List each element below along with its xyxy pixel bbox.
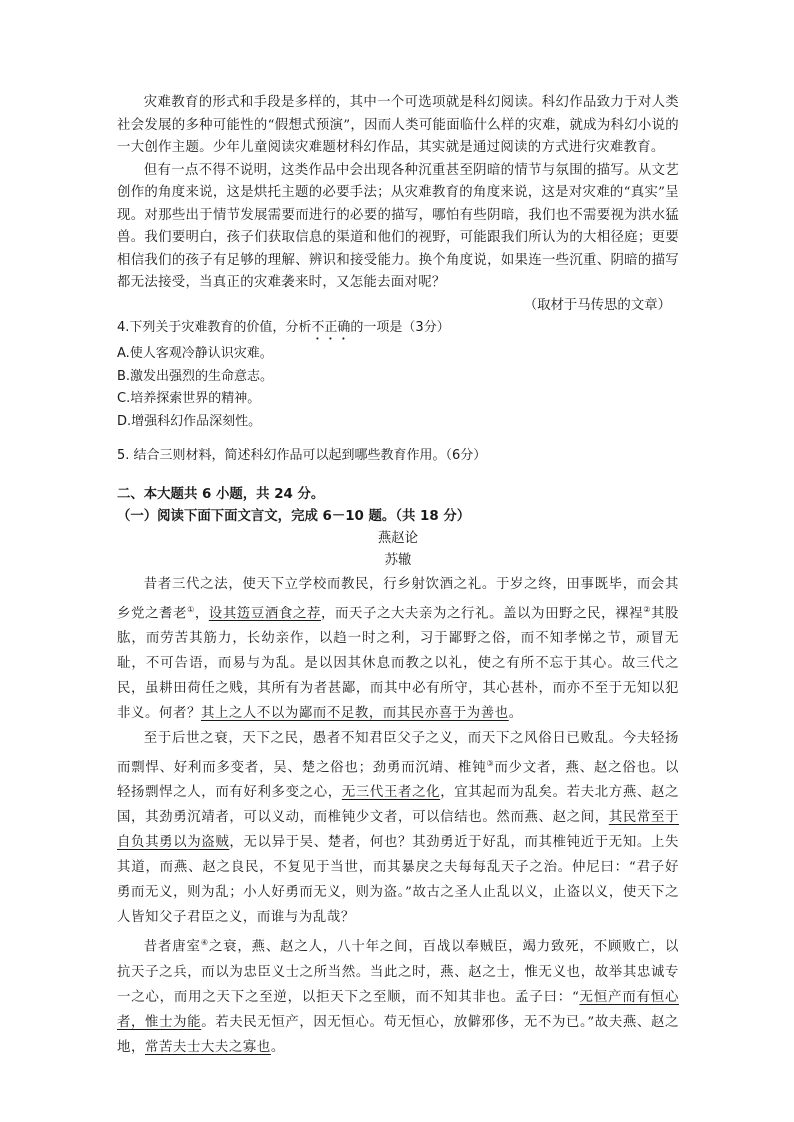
material-paragraph-1: 灾难教育的形式和手段是多样的，其中一个可选项就是科幻阅读。科幻作品致力于对人类社会发展的多种可能性的“假想式预演”，因而人类可能面临什么样的灾难，就成为科幻小说的一大创作主题。少年儿童阅读灾难题材科幻作品，其实就是通过阅读的方式进行灾难教育。 bbox=[117, 95, 679, 155]
underlined-sentence-1: 设其笾豆酒食之荐 bbox=[208, 605, 321, 621]
section-2-subtitle: （一）阅读下面下面文言文，完成 6－10 题。（共 18 分） bbox=[117, 508, 471, 524]
p2-text-a: 至于后世之衰，天下之民，愚者不知君臣父子之义，而天下之风俗日已败乱。今夫轻扬而剽悍、好利而多变者，吴、楚之俗也；劲勇而沉靖、椎钝 bbox=[117, 730, 679, 776]
p1-text-a: 昔者三代之法，使天下立学校而教民，行乡射饮酒之礼。于岁之终，田事既毕，而会其乡党之耆老 bbox=[117, 576, 679, 621]
p2-text-c: ，宜其起而为乱矣。若夫北方燕、赵之国，其劲勇沉靖者，可以义动，而椎钝少文者，可以信结也。然而燕、赵之间， bbox=[117, 785, 679, 826]
footnote-4: ④ bbox=[200, 938, 209, 948]
p3-text-b: 之衰，燕、赵之人，八十年之间，百战以奉贼臣，竭力致死，不顾败亡，以抗天子之兵，而以为忠臣义士之所当然。当此之时，燕、赵之士，惟无义也，故举其忠诚专一之心，而用之天下之至逆，以拒天下之至顺，而不知其非也。孟子曰：“ bbox=[117, 939, 679, 1005]
p3-text-c: 。若夫民无恒产，因无恒心。苟无恒心，放僻邪侈，无不为已。”故夫燕、赵之地， bbox=[117, 1014, 679, 1055]
essay-title: 燕赵论 bbox=[377, 530, 419, 546]
p1-text-b: ，而天子之大夫亲为之行礼。盖以为田野之民，裸裎 bbox=[320, 605, 644, 621]
q4-option-c: C.培养探索世界的精神。 bbox=[117, 391, 261, 406]
classical-paragraph-1 bbox=[117, 572, 679, 726]
material-paragraph-2: 但有一点不得不说明，这类作品中会出现各种沉重甚至阴暗的情节与氛围的描写。从文艺创作的角度来说，这是烘托主题的必要手法；从灾难教育的角度来说，这是对灾难的“真实”呈现。对那些出于情节发展需要而进行的必要的描写，哪怕有些阴暗，我们也不需要视为洪水猛兽。我们要明白，孩子们获取信息的渠道和他们的视野，可能跟我们所认为的大相径庭；更要相信我们的孩子有足够的理解、辨识和接受能力。换个角度说，如果连一些沉重、阴暗的描写都无法接受，当真正的灾难袭来时，又怎能去面对呢？ bbox=[117, 162, 679, 290]
question-4-stem bbox=[117, 317, 679, 343]
classical-paragraph-2 bbox=[117, 726, 679, 930]
footnote-1: ① bbox=[187, 604, 195, 614]
essay-author: 苏辙 bbox=[384, 552, 412, 568]
material-source: （取材于马传思的文章） bbox=[523, 297, 671, 313]
q4-option-b: B.激发出强烈的生命意志。 bbox=[117, 368, 274, 384]
footnote-2: ② bbox=[643, 604, 651, 614]
section-2-title: 二、本大题共 6 小题，共 24 分。 bbox=[117, 486, 325, 502]
q4-stem-a: 4.下列关于灾难教育的价值，分析 bbox=[117, 320, 312, 335]
question-5: 5. 结合三则材料，简述科幻作品可以起到哪些教育作用。（6分） bbox=[117, 448, 487, 463]
p3-text-a: 昔者唐室 bbox=[143, 939, 201, 955]
q4-option-a: A.使人客观冷静认识灾难。 bbox=[117, 346, 273, 361]
p1-end: 。 bbox=[508, 705, 523, 721]
q4-stem-emphasis: 不正确 bbox=[311, 320, 351, 335]
p2-text-d: ，无以异于吴、楚者，何也？其劲勇近于好乱，而其椎钝近于无知。上失其道，而燕、赵之良民，不复见于当世，而其暴戾之夫每每乱天子之治。仲尼曰：“君子好勇而无义，则为乱；小人好勇而无义，则为盗。”故古之圣人止乱以义，止盗以义，使天下之人皆知父子君臣之义，而谁与为乱哉？ bbox=[117, 835, 679, 926]
classical-paragraph-3 bbox=[117, 930, 679, 1059]
underlined-sentence-5: 无恒产而有恒心者，惟士为能 bbox=[117, 989, 679, 1030]
p1-sep: ， bbox=[194, 605, 209, 621]
underlined-sentence-4: 其民常至于自负其勇以为盗贼 bbox=[117, 810, 680, 851]
q4-stem-b: 的一项是（3分） bbox=[350, 320, 450, 335]
underlined-sentence-6: 常苦夫士大夫之寡也 bbox=[144, 1039, 271, 1055]
underlined-sentence-2: 其上之人不以为鄙而不足教，而其民亦喜于为善也 bbox=[200, 705, 509, 721]
p3-end: 。 bbox=[270, 1039, 285, 1055]
p1-text-c: 其股肱，而劳苦其筋力，长幼亲作，以趋一时之利，习于鄙野之俗，而不知孝悌之节，顽冒无耻，不可告语，而易与为乱。是以因其休息而教之以礼，使之有所不忘于其心。故三代之民，虽耕田荷任之贱，其所有为者甚鄙，而其中必有所守，其心甚朴，而亦不至于无知以犯非义。何者？ bbox=[117, 605, 679, 721]
footnote-3: ③ bbox=[486, 758, 495, 768]
exam-page bbox=[117, 92, 679, 1060]
p2-text-b: 而少文者，燕、赵之俗也。以轻扬剽悍之人，而有好利多变之心， bbox=[117, 760, 679, 801]
q4-option-d: D.增强科幻作品深刻性。 bbox=[117, 413, 262, 429]
underlined-phrase-3: 无三代王者之化 bbox=[341, 785, 441, 801]
